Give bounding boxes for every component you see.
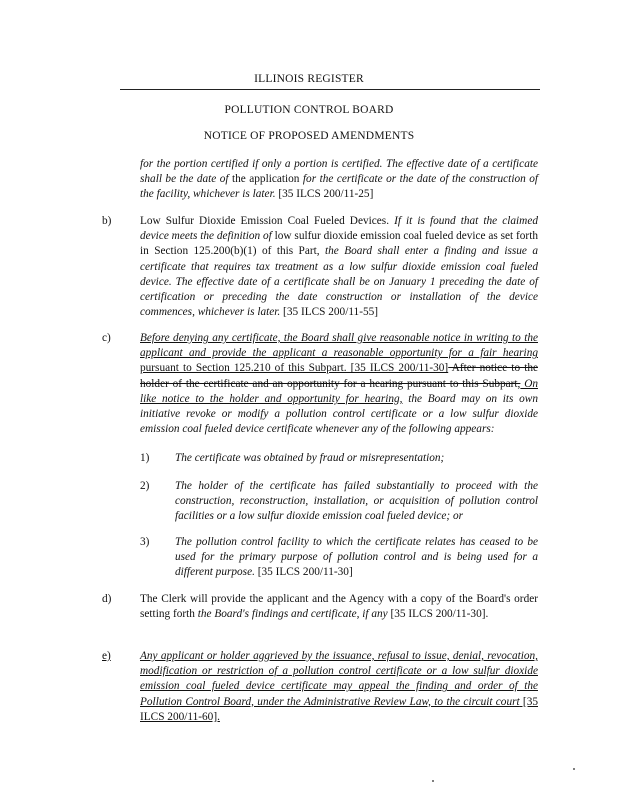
section-c-inserted-plain: pursuant to Section 125.210 of this Subpart. [35 ILCS 200/11-30] (140, 362, 449, 375)
section-d-label: d) (102, 593, 112, 605)
section-b-label: b) (102, 215, 112, 227)
scan-speck (432, 780, 434, 782)
item-3-label: 3) (140, 536, 150, 548)
section-b-italic-2: the Board shall enter a finding and issue a certificate that requires tax treatment as a low sulfur dioxide emission coal fueled device. The effective date of a certificate shall be on January 1 preceding the date of certification or preceding the date construction or installation of the device commences, whichever is later. (140, 245, 538, 319)
section-b-plain: low sulfur dioxide emission coal fueled device as set forth in Section 125.200(b)(1) of this Part, (140, 230, 538, 258)
item-1-label: 1) (140, 452, 150, 464)
section-c-inserted-notice: On like notice to the holder and opportunity for hearing, (140, 377, 538, 405)
section-c-inserted-italic: Before denying any certificate, the Board shall give reasonable notice in writing to the applicant and provide the applicant a reasonable opportunity for a fair hearing (140, 332, 538, 360)
section-c-italic: the Board may on its own initiative revoke or modify a pollution control certificate or a low sulfur dioxide emission coal fueled device certificate whenever any of the following appears: (140, 392, 538, 436)
intro-italic-1: for the portion certified if only a portion is certified. The effective date of a certificate shall be the date of (140, 158, 538, 186)
section-d-plain: The Clerk will provide the applicant and the Agency with a copy of the Board's order setting forth (140, 593, 538, 621)
board-title: POLLUTION CONTROL BOARD (224, 104, 394, 116)
intro-citation: [35 ILCS 200/11-25] (275, 188, 374, 201)
section-e-label: e) (102, 650, 111, 662)
section-c-deleted: After notice to the holder of the certificate and an opportunity for a hearing pursuant to this Subpart, (140, 362, 538, 390)
register-title: ILLINOIS REGISTER (254, 73, 364, 85)
intro-plain: the application (228, 173, 303, 186)
section-b-italic-1: If it is found that the claimed device meets the definition of (140, 215, 538, 243)
section-c-paragraph (140, 331, 538, 437)
section-b-citation: [35 ILCS 200/11-55] (280, 306, 379, 319)
notice-title: NOTICE OF PROPOSED AMENDMENTS (203, 130, 415, 142)
item-1-text (175, 451, 538, 466)
section-d-italic: the Board's findings and certificate, if any (197, 608, 388, 621)
item-2-text (175, 479, 538, 525)
section-d-citation: [35 ILCS 200/11-30]. (387, 608, 489, 621)
intro-paragraph (140, 157, 538, 203)
section-e-inserted-citation: [35 ILCS 200/11-60]. (140, 695, 538, 723)
section-d-paragraph (140, 592, 538, 622)
item-3-text (175, 535, 538, 581)
scan-speck (573, 768, 575, 770)
section-b-paragraph (140, 214, 538, 320)
item-1-italic: The certificate was obtained by fraud or misrepresentation; (175, 452, 445, 464)
item-3-citation: [35 ILCS 200/11-30] (254, 566, 353, 579)
item-3-italic: The pollution control facility to which the certificate relates has ceased to be used for the primary purpose of pollution control and is being used for a different purpose. (175, 536, 538, 579)
header-rule (120, 89, 540, 90)
section-e-inserted-italic: Any applicant or holder aggrieved by the issuance, refusal to issue, denial, revocation, modification or restriction of a pollution control certificate or a low sulfur dioxide emission coal fueled device certificate may appeal the finding and order of the Pollution Control Board, under the Administrative Review Law, to the circuit court (140, 650, 538, 708)
section-e-paragraph (140, 649, 538, 725)
section-b-heading: Low Sulfur Dioxide Emission Coal Fueled Devices. (140, 215, 395, 227)
intro-italic-2: for the certificate or the date of the construction of the facility, whichever is later. (140, 173, 539, 201)
item-2-label: 2) (140, 480, 150, 492)
section-c-label: c) (102, 332, 111, 344)
item-2-italic: The holder of the certificate has failed substantially to proceed with the construction, reconstruction, installation, or acquisition of pollution control facilities or a low sulfur dioxide emission coal fueled device; or (175, 480, 538, 523)
